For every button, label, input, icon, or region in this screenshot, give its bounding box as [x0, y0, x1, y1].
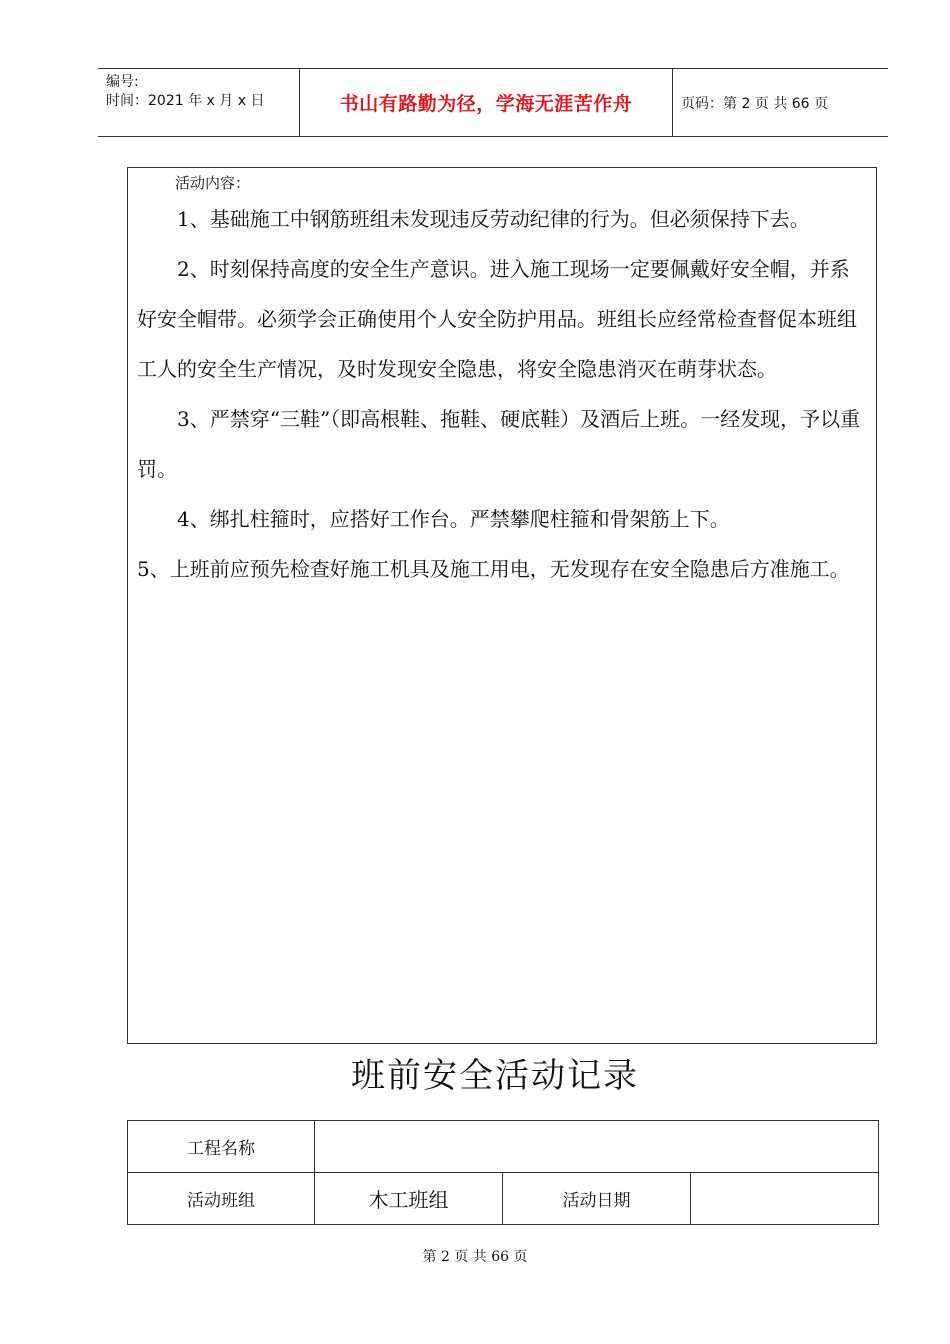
header-page-info: 页码：第 2 页 共 66 页: [681, 95, 828, 112]
header-divider: [672, 69, 673, 136]
project-name-label: 工程名称: [128, 1121, 315, 1173]
time-label: 时间：2021 年 x 月 x 日: [106, 93, 265, 109]
team-value: 木工班组: [315, 1173, 503, 1225]
activity-content-body: [137, 194, 867, 594]
team-label: 活动班组: [128, 1173, 315, 1225]
document-title: 班前安全活动记录: [351, 1056, 639, 1096]
content-item: 4、绑扎柱箍时，应搭好工作台。严禁攀爬柱箍和骨架筋上下。: [177, 507, 730, 531]
page-header: [98, 68, 888, 137]
content-item: 2、时刻保持高度的安全生产意识。进入施工现场一定要佩戴好安全帽，并系好安全帽带。必须学会正确使用个人安全防护用品。班组长应经常检查督促本班组工人的安全生产情况，及时发现安全隐患，将安全隐患消灭在萌芽状态。: [137, 257, 857, 381]
content-item: 5、上班前应预先检查好施工机具及施工用电，无发现存在安全隐患后方准施工。: [137, 557, 850, 581]
table-row: [128, 1173, 879, 1225]
page-footer: 第 2 页 共 66 页: [422, 1249, 528, 1265]
content-item: 1、基础施工中钢筋班组未发现违反劳动纪律的行为。但必须保持下去。: [177, 207, 810, 231]
serial-label: 编号:: [106, 74, 139, 90]
content-item: 3、严禁穿“三鞋”（即高根鞋、拖鞋、硬底鞋）及酒后上班。一经发现，予以重罚。: [137, 407, 861, 481]
table-row: [128, 1121, 879, 1173]
project-name-value: [315, 1121, 879, 1173]
header-meta: [106, 73, 264, 111]
activity-content-box: [127, 167, 877, 1044]
date-label: 活动日期: [503, 1173, 691, 1225]
header-motto: 书山有路勤为径，学海无涯苦作舟: [339, 93, 633, 115]
activity-content-label: 活动内容：: [175, 174, 251, 192]
activity-info-table: [127, 1120, 879, 1225]
date-value: [691, 1173, 879, 1225]
